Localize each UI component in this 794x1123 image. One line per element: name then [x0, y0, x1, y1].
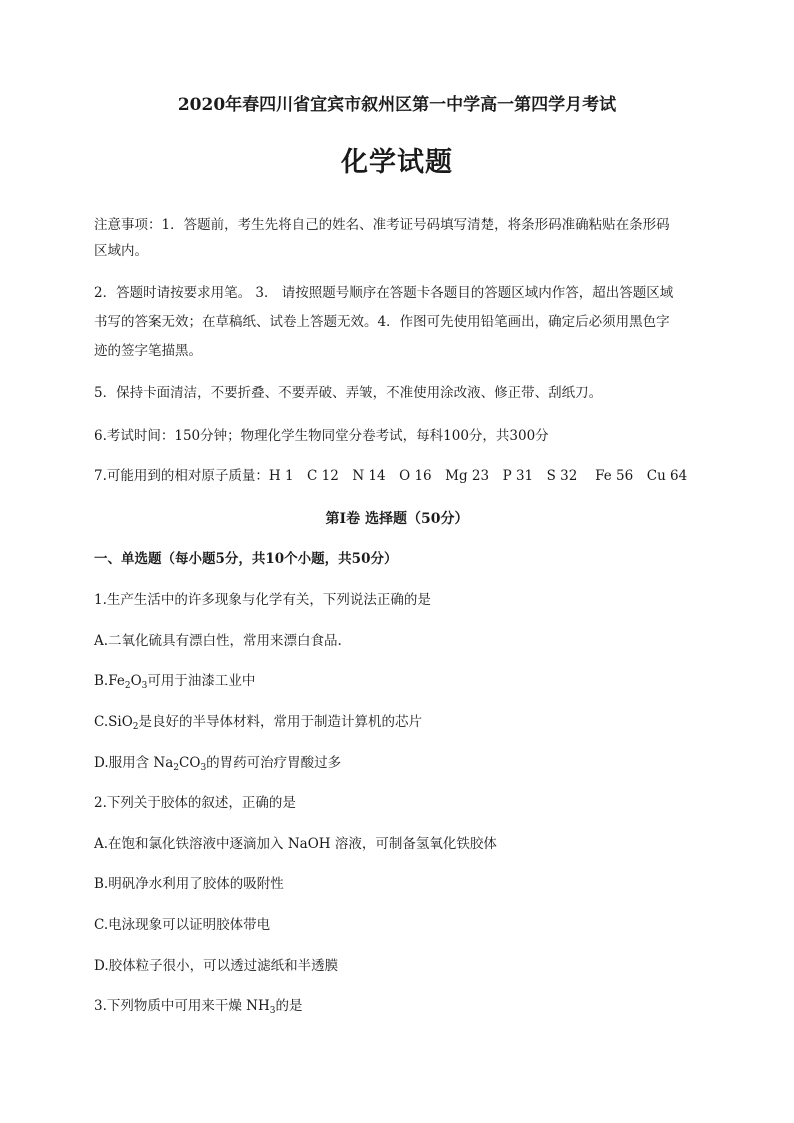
notes-line-4: 书写的答案无效；在草稿纸、试卷上答题无效。4．作图可先使用铅笔画出，确定后必须用黑色字 — [94, 314, 670, 330]
part-title: 第Ⅰ卷 选择题（50分） — [325, 511, 469, 527]
question-2-option-c: C.电泳现象可以证明胶体带电 — [94, 917, 271, 933]
question-2-option-a: A.在饱和氯化铁溶液中逐滴加入 NaOH 溶液，可制备氢氧化铁胶体 — [94, 836, 497, 852]
question-1-stem: 1.生产生活中的许多现象与化学有关，下列说法正确的是 — [94, 592, 431, 608]
notes-line-2: 区域内。 — [94, 243, 148, 259]
notes-line-5: 迹的签字笔描黑。 — [94, 343, 202, 359]
notes-line-6: 5．保持卡面清洁，不要折叠、不要弄破、弄皱，不准使用涂改液、修正带、刮纸刀。 — [94, 385, 603, 401]
question-1-option-d: D.服用含 $Na_2CO_3$的胃药可治疗胃酸过多 — [94, 755, 342, 773]
notes-line-3: 2．答题时请按要求用笔。 3． 请按照题号顺序在答题卡各题目的答题区域内作答，超出答题区域 — [94, 285, 674, 301]
section-title: 一、单选题（每小题5分，共10个小题，共50分） — [94, 551, 398, 567]
notes-line-7: 6.考试时间：150分钟；物理化学生物同堂分卷考试，每科100分，共300分 — [94, 428, 549, 444]
question-2-stem: 2.下列关于胶体的叙述，正确的是 — [94, 795, 296, 811]
question-1-option-b: $B.Fe_2O_3$可用于油漆工业中 — [94, 673, 256, 691]
exam-title: 2020年春四川省宜宾市叙州区第一中学高一第四学月考试 — [177, 95, 617, 115]
question-1-option-a: A.二氧化硫具有漂白性，常用来漂白食品. — [94, 633, 342, 649]
notes-line-8: 7.可能用到的相对原子质量：H 1 C 12 N 14 O 16 Mg 23 P 31 S 32 Fe 56 Cu 64 — [94, 468, 688, 484]
notes-line-1: 注意事项：1．答题前，考生先将自己的姓名、准考证号码填写清楚，将条形码准确粘贴在条形码 — [94, 217, 670, 233]
question-1-option-c: C.SiO$_2$是良好的半导体材料，常用于制造计算机的芯片 — [94, 714, 423, 732]
subject-title: 化学试题 — [341, 147, 453, 178]
question-2-option-d: D.胶体粒子很小，可以透过滤纸和半透膜 — [94, 958, 339, 974]
question-3-stem: 3.下列物质中可用来干燥 $NH_3$的是 — [94, 998, 303, 1016]
question-2-option-b: B.明矾净水利用了胶体的吸附性 — [94, 876, 284, 892]
